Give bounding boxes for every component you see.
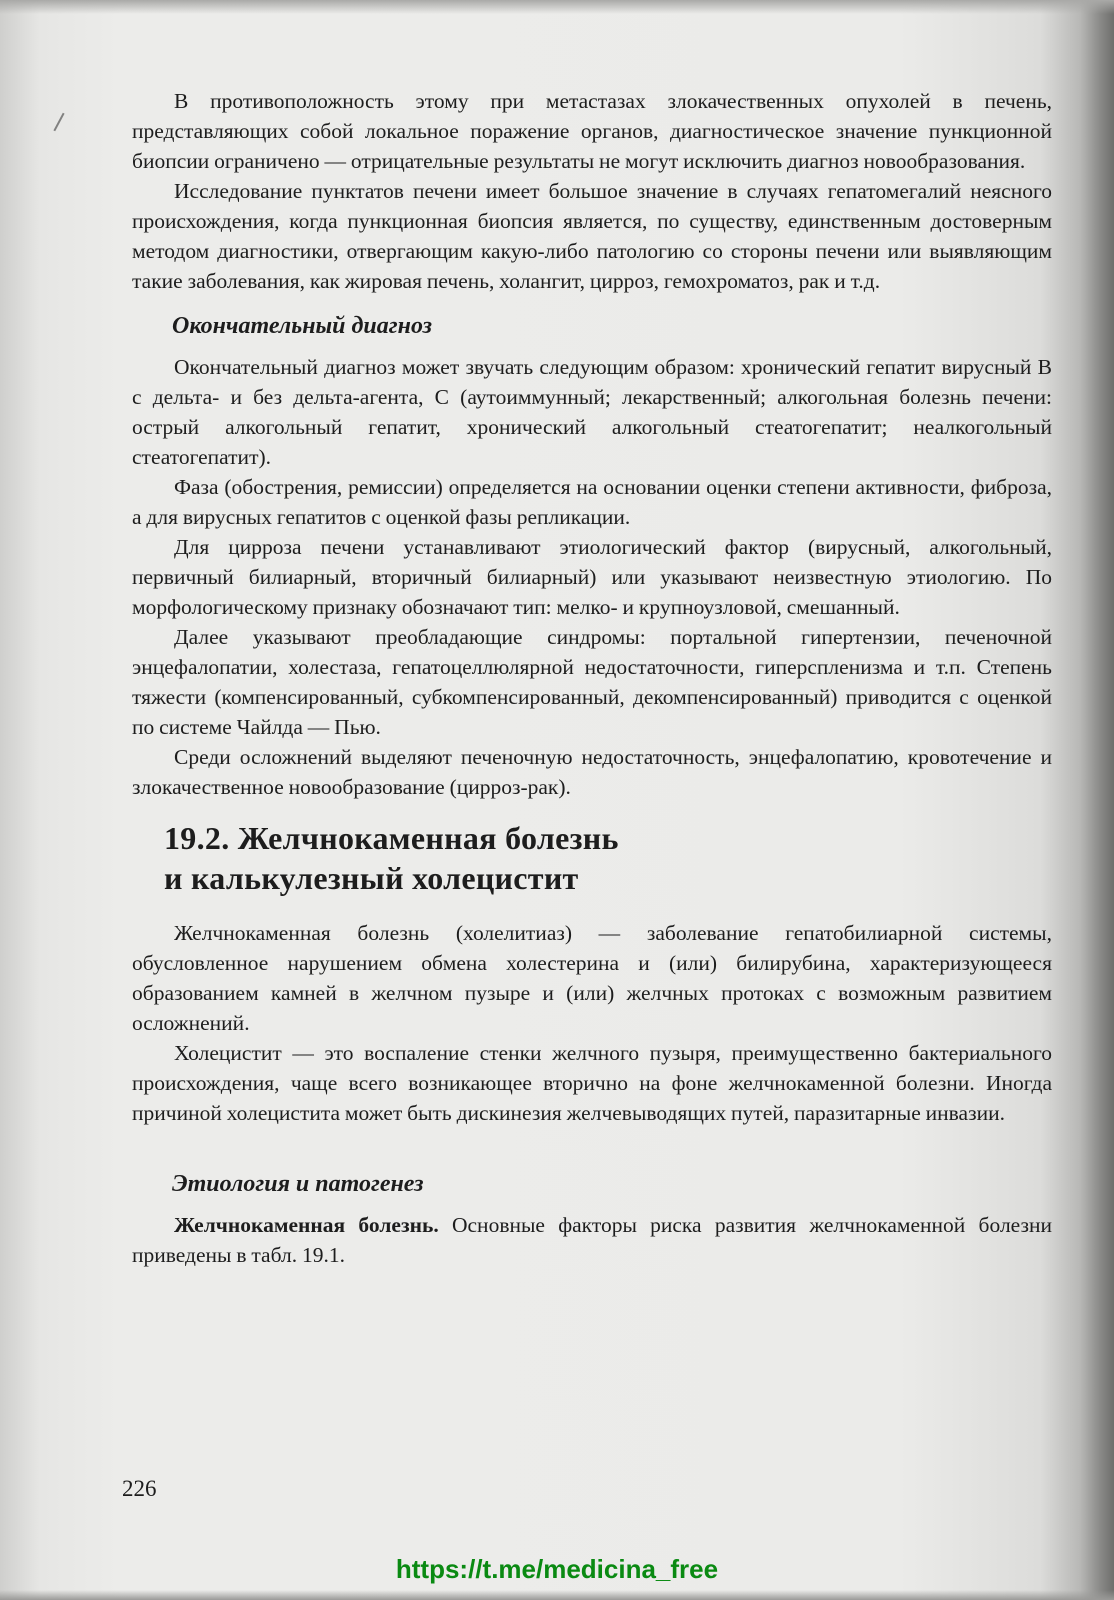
subheading-etiology: Этиология и патогенез — [172, 1171, 424, 1197]
telegram-link[interactable]: https://t.me/medicina_free — [395, 1554, 719, 1584]
paragraph-text: Основные факторы риска развития желчнокаменной болезни приведены в табл. 19.1. — [132, 1213, 1052, 1267]
section-heading-line: и калькулезный холецистит — [164, 860, 579, 896]
section-heading-line: 19.2. Желчнокаменная болезнь — [164, 820, 619, 856]
paragraph: Окончательный диагноз может звучать следующим образом: хронический гепатит вирусный В с дельта- и без дельта-агента, С (аутоиммунный; лекарственный; алкогольная болезнь печени: острый алкогольный гепатит, хронический алкогольный стеатогепатит; неалкогольный стеатогепатит). — [132, 355, 1052, 469]
paragraph — [132, 1210, 1052, 1270]
top-shadow — [0, 0, 1114, 14]
paragraph: Для цирроза печени устанавливают этиологический фактор (вирусный, алкогольный, первичный билиарный, вторичный билиарный) или указывают неизвестную этиологию. По морфологическому признаку обозначают тип: мелко- и крупноузловой, смешанный. — [132, 535, 1052, 619]
bottom-edge — [0, 1590, 1114, 1600]
page-number: 226 — [122, 1476, 157, 1501]
pencil-mark — [53, 113, 64, 132]
paragraph: Среди осложнений выделяют печеночную недостаточность, энцефалопатию, кровотечение и злокачественное новообразование (цирроз-рак). — [132, 745, 1052, 799]
paragraph: Фаза (обострения, ремиссии) определяется на основании оценки степени активности, фиброза, а для вирусных гепатитов с оценкой фазы репликации. — [132, 475, 1052, 529]
paragraph: Далее указывают преобладающие синдромы: портальной гипертензии, печеночной энцефалопатии, холестаза, гепатоцеллюлярной недостаточности, гиперспленизма и т.п. Степень тяжести (компенсированный, субкомпенсированный, декомпенсированный) приводится с оценкой по системе Чайлда — Пью. — [132, 625, 1052, 739]
paragraph: Холецистит — это воспаление стенки желчного пузыря, преимущественно бактериального происхождения, чаще всего возникающее вторично на фоне желчнокаменной болезни. Иногда причиной холецистита может быть дискинезия желчевыводящих путей, паразитарные инвазии. — [132, 1041, 1052, 1125]
page-content — [132, 86, 1052, 1270]
paragraph: Желчнокаменная болезнь (холелитиаз) — заболевание гепатобилиарной системы, обусловленное нарушением обмена холестерина и (или) билирубина, характеризующееся образованием камней в желчном пузыре и (или) желчных протоках с возможным развитием осложнений. — [132, 921, 1052, 1035]
paragraph-lead: Желчнокаменная болезнь. — [174, 1213, 439, 1237]
subheading-final-diagnosis: Окончательный диагноз — [172, 313, 433, 339]
section-heading — [164, 818, 1052, 898]
paragraph: В противоположность этому при метастазах злокачественных опухолей в печень, представляющих собой локальное поражение органов, диагностическое значение пункционной биопсии ограничено — отрицательные результаты не могут исключить диагноз новообразования. — [132, 89, 1052, 173]
paragraph: Исследование пунктатов печени имеет большое значение в случаях гепатомегалий неясного происхождения, когда пункционная биопсия является, по существу, единственным достоверным методом диагностики, отвергающим какую-либо патологию со стороны печени или выявляющим такие заболевания, как жировая печень, холангит, цирроз, гемохроматоз, рак и т.д. — [132, 179, 1052, 293]
